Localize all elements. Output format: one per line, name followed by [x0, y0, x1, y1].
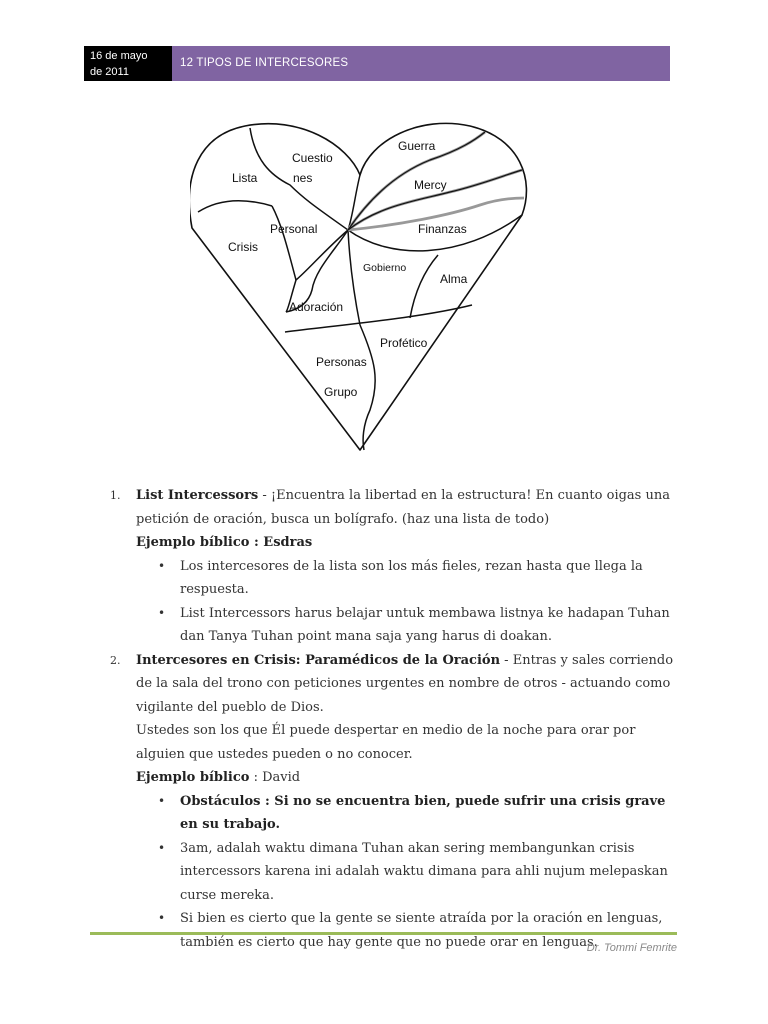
- line-lista-crisis: [198, 201, 272, 212]
- label-cuestiones-b: nes: [293, 171, 313, 185]
- item-paragraph: [136, 484, 682, 531]
- label-grupo: Grupo: [324, 385, 358, 399]
- example-value: : David: [249, 770, 301, 785]
- example-label: Ejemplo bíblico: [136, 770, 250, 785]
- label-profetico: Profético: [380, 336, 428, 350]
- header-date: [84, 46, 172, 81]
- bullet-list: [136, 555, 682, 649]
- bold-bullet-text: Obstáculos : Si no se encuentra bien, puede sufrir una crisis grave en su trabajo.: [180, 793, 666, 832]
- label-cuestiones-a: Cuestio: [292, 151, 333, 165]
- footer-divider: [90, 932, 677, 935]
- item-title: Intercesores en Crisis: Paramédicos de la Oración: [136, 652, 501, 668]
- example-label: Ejemplo bíblico : Esdras: [136, 535, 313, 550]
- item-text: - Entras y sales corriendo de la sala del trono con peticiones urgentes en nombre de otros - actuando como vigilante del pueblo de Dios.: [136, 652, 674, 715]
- label-lista: Lista: [232, 171, 258, 185]
- item-extra: Ustedes son los que Él puede despertar en medio de la noche para orar por alguien que ustedes pueden o no conocer.: [136, 723, 636, 762]
- line-gobierno-center: [348, 230, 360, 325]
- line-alma: [410, 255, 438, 318]
- label-crisis: Crisis: [228, 240, 258, 254]
- bullet-item: • Si bien es cierto que la gente se siente atraída por la oración en lenguas, también es cierto que hay gente que no puede orar en lenguas.: [136, 907, 682, 954]
- list-item-2: [110, 649, 682, 955]
- heart-diagram: [190, 120, 530, 455]
- bullet-item: • Los intercesores de la lista son los más fieles, rezan hasta que llega la respuesta.: [136, 555, 682, 602]
- item-number: 1.: [110, 489, 121, 502]
- bullet-item: • 3am, adalah waktu dimana Tuhan akan sering membangunkan crisis intercessors karena ini adalah waktu dimana para ahli nujum melepaskan curse mereka.: [136, 837, 682, 908]
- item-text: - ¡Encuentra la libertad en la estructura! En cuanto oigas una petición de oración, busca un bolígrafo. (haz una lista de todo): [136, 488, 670, 527]
- footer-author: Dr. Tommi Femrite: [586, 942, 677, 954]
- label-alma: Alma: [440, 272, 468, 286]
- label-personas: Personas: [316, 355, 367, 369]
- content: [110, 484, 682, 954]
- item-example: [136, 766, 682, 790]
- item-example: [136, 531, 682, 555]
- line-crisis-personal: [272, 206, 296, 280]
- header-date-line2: de 2011: [90, 66, 129, 78]
- bullet-item: • List Intercessors harus belajar untuk membawa listnya ke hadapan Tuhan dan Tanya Tuhan point mana saja yang harus di doakan.: [136, 602, 682, 649]
- label-finanzas: Finanzas: [418, 222, 467, 236]
- label-adoracion: Adoración: [289, 300, 344, 314]
- header-title: 12 TIPOS DE INTERCESORES: [172, 46, 670, 81]
- item-paragraph: [136, 649, 682, 720]
- item-number: 2.: [110, 653, 121, 667]
- header-date-line1: 16 de mayo: [90, 50, 148, 62]
- label-personal: Personal: [270, 222, 318, 236]
- label-gobierno: Gobierno: [363, 262, 407, 274]
- bullet-list: [136, 790, 682, 955]
- label-guerra: Guerra: [398, 139, 436, 153]
- bullet-item-bold: [136, 790, 682, 837]
- list-item-1: [110, 484, 682, 649]
- item-title: List Intercessors: [136, 488, 259, 503]
- label-mercy: Mercy: [414, 178, 447, 192]
